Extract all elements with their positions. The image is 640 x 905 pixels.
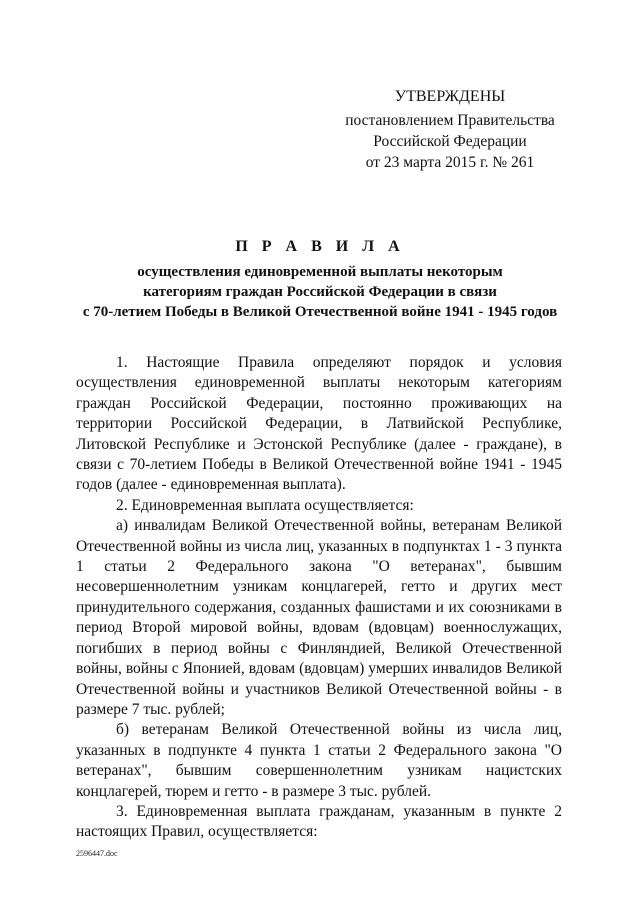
subtitle-line-1: осуществления единовременной выплаты некоторым [137, 264, 503, 280]
paragraph-2b: б) ветеранам Великой Отечественной войны из числа лиц, указанных в подпункте 4 пункта 1 статьи 2 Федерального закона "О ветеранах", бывшим совершеннолетним узникам нацистских концлагерей, тюрем и гетто - в размере 3 тыс. рублей. [76, 721, 562, 800]
approval-date-number: от 23 марта 2015 г. № 261 [365, 154, 535, 171]
approval-block [340, 86, 560, 173]
paragraph-2: 2. Единовременная выплата осуществляется: [116, 496, 414, 514]
document-subtitle [70, 262, 570, 322]
approval-resolution: постановлением Правительства [345, 112, 555, 129]
approval-government: Российской Федерации [373, 133, 527, 150]
file-name-footer: 2596447.doc [76, 849, 118, 858]
subtitle-line-2: категориям граждан Российской Федерации в связи [143, 284, 497, 300]
approval-heading: УТВЕРЖДЕНЫ [394, 88, 506, 105]
paragraph-2a: а) инвалидам Великой Отечественной войны, ветеранам Великой Отечественной войны из числа лиц, указанных в подпунктах 1 - 3 пункта 1 статьи 2 Федерального закона "О ветеранах", бывшим несовершеннолетним узникам концлагерей, гетто и других мест принудительного содержания, созданных фашистами и их союзниками в период Второй мировой войны, вдовам (вдовцам) военнослужащих, погибших в период войны с Финляндией, Великой Отечественной войны, войны с Японией, вдовам (вдовцам) умерших инвалидов Великой Отечественной войны и участников Великой Отечественной войны - в размере 7 тыс. рублей; [76, 517, 562, 718]
paragraph-1: 1. Настоящие Правила определяют порядок и условия осуществления единовременной выплаты некоторым категориям граждан Российской Федерации, постоянно проживающих на территории Российской Федерации, в Латвийской Республике, Литовской Республике и Эстонской Республике (далее - граждане), в связи с 70-летием Победы в Великой Отечественной войне 1941 - 1945 годов (далее - единовременная выплата). [76, 354, 562, 494]
subtitle-line-3: с 70-летием Победы в Великой Отечественной войне 1941 - 1945 годов [82, 304, 558, 320]
document-title: П Р А В И Л А [235, 238, 405, 255]
paragraph-3: 3. Единовременная выплата гражданам, указанным в пункте 2 настоящих Правил, осуществляется: [76, 802, 562, 841]
document-body [76, 353, 562, 843]
